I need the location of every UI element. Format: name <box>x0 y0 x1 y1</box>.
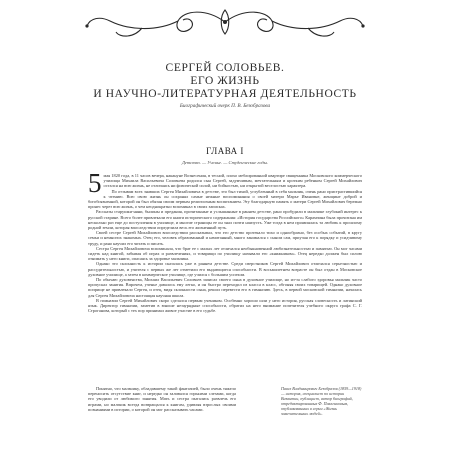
book-title <box>0 62 450 101</box>
paragraph: Рассказы старушки-няни, былины и предания, прочитанные и услышанные в раннем детстве, рано пробудили в мальчике глубокий интерес к русской старине. Всего более привлекали его книги исторического содержания: «История государства Российского» Карамзина была прочитана им несколько раз еще до поступления в училище, и многие страницы ее он знал почти наизусть. Уже тогда в нем проявлялась та любовь к прошлому родной земли, которая впоследствии определила весь его жизненный путь. <box>88 209 362 231</box>
paragraph: Своей сестре Сергей Михайлович впоследствии рассказывал, что его детство протекало тихо и однообразно, без особых событий, в кругу семьи и немногих знакомых. Отец его, человек образованный и начитанный, много занимался с сыном сам, приучая его к порядку и усидчивому труду, и рано научил его читать и писать. <box>88 230 362 246</box>
paragraph <box>88 168 362 198</box>
paragraph: Сестра Сергея Михайловича вспоминала, что брат ее с малых лет отличался необыкновенной любознательностью и памятью. Он мог часами сидеть над книгой, забывая об играх и развлечениях, и товарищи по училищу называли его «книжником». Отец нередко должен был силою отнимать у него книги, опасаясь за здоровье мальчика. <box>88 245 362 262</box>
ornamental-flourish-icon <box>82 2 368 42</box>
title-line-2: ЕГО ЖИЗНЬ <box>190 75 260 87</box>
main-text <box>88 168 362 314</box>
chapter-epigraph: Детство. — Ученье. — Студенческие годы. <box>181 160 269 165</box>
paragraph: По отзывам всех знавших Сергея Михайловича в детстве, это был тихий, углубленный в себя мальчик, очень рано пристрастившийся к чтению. Всю свою жизнь он сохранял самые нежные воспоминания о своей матери Марье Ивановне, женщине доброй и богобоязненной, которой он был обязан своим первым религиозным воспитанием. Эту благодарную память о матери Сергей Михайлович бережно пронес через всю жизнь, о чем неоднократно вспоминал в своих записках. <box>88 188 362 210</box>
drop-cap: 5 <box>88 168 102 198</box>
bottom-section <box>88 386 362 450</box>
paragraph: Однако это склонность к истории сказалась уже в раннем детстве. Среди сверстников Сергей Михайлович отличался серьезностью и рассудительностью, и учителя с первых же лет отметили его выдающиеся способности. В восьмилетнем возрасте он был отдан в Московское духовное училище, а затем в коммерческое училище, где учился с большим успехом. <box>88 261 362 277</box>
bottom-paragraph-column <box>88 386 236 412</box>
title-line-3: И НАУЧНО-ЛИТЕРАТУРНАЯ ДЕЯТЕЛЬНОСТЬ <box>93 88 357 100</box>
title-line-1: СЕРГЕЙ СОЛОВЬЕВ. <box>165 62 285 74</box>
paragraph: По обычаю духовенства, Михаил Васильевич Соловьев записал своего сына в духовное училище, но из-за слабого здоровья мальчик часто пропускал занятия. Впрочем, ученье давалось ему легко, и он быстро переходил из класса в класс, обгоняя своих товарищей. Однако духовное поприще не привлекало Сергея, и отец, видя склонности сына, решил перевести его в гимназию. Здесь, в первой московской гимназии, началась для Сергея Михайловича настоящая научная школа. <box>88 277 362 298</box>
portrait-caption: Павел Владимирович Безобразов (1859—1918) — историк, специалист по истории Византии, публицист, автор биографий, отредактированных Ф. Павленковым, опубликованных в серии «Жизнь замечательных людей». <box>281 386 362 416</box>
chapter-heading: ГЛАВА I <box>206 146 244 156</box>
subtitle: Биографический очерк П. В. Безобразова <box>179 103 271 109</box>
paragraph-text: мая 1820 года, в 11 часов вечера, накануне Вознесения, в тесной, плохо меблированной квартире священника Московского коммерческого училища Михаила Васильевича Соловьева родился сын Сергей, задумчивым, мечтательным и кротким ребенком Сергей Михайлович остался на всю жизнь, не отличаясь ни физической силой, ни бойкостью, ни открытой веселостью характера. <box>103 173 362 189</box>
paragraph: Понятно, что мальчику, обладавшему такой фантазией, было очень тяжело переносить отсутствие книг, и нередко он заливался горькими слезами, когда его уводили от любимого занятия. Мать и сестра пытались развлечь его играми, но мальчик всегда возвращался к книгам, удивляя взрослых своими познаниями в истории, о которой он мог рассказывать часами. <box>88 386 236 412</box>
paragraph: В гимназии Сергей Михайлович скоро сделался первым учеником. Особенно хорошо шли у него история, русская словесность и латинский язык. Директор гимназии, заметив в юноше незаурядные способности, обратил на него внимание попечителя учебного округа графа С. Г. Строганова, который с тех пор принимал живое участие в его судьбе. <box>88 297 362 314</box>
